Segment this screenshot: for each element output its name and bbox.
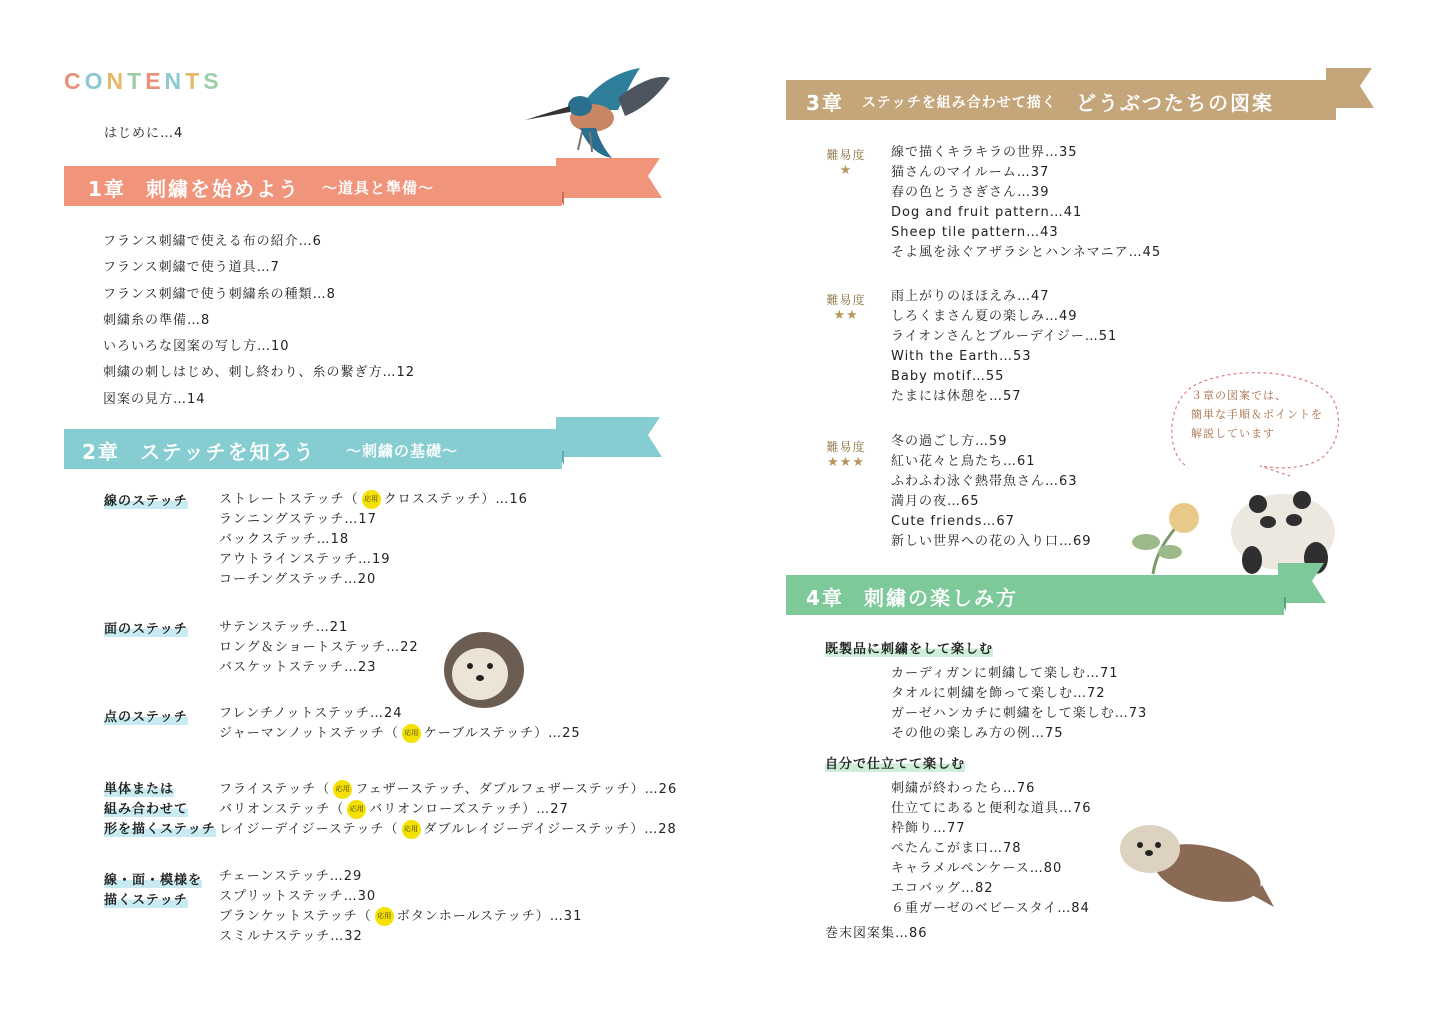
section-label: 自分で仕立てて楽しむ bbox=[825, 757, 966, 772]
item-text: フライステッチ（ bbox=[219, 782, 331, 797]
note-line: 簡単な手順＆ポイントを bbox=[1191, 408, 1323, 421]
list-item: ランニングステッチ…17 bbox=[219, 512, 377, 527]
list-item: フランス刺繍で使える布の紹介…6 bbox=[103, 234, 322, 249]
list-item: しろくまさん夏の楽しみ…49 bbox=[891, 309, 1078, 324]
list-item: コーチングステッチ…20 bbox=[219, 572, 377, 587]
list-item: 雨上がりのほほえみ…47 bbox=[891, 289, 1050, 304]
section-label: 既製品に刺繍をして楽しむ bbox=[825, 642, 994, 657]
contents-letter: C bbox=[64, 68, 85, 94]
list-item: Sheep tile pattern…43 bbox=[891, 225, 1059, 240]
banner-bar-1 bbox=[64, 166, 562, 206]
list-item: 満月の夜…65 bbox=[891, 494, 980, 509]
list-item: フランス刺繍で使う道具…7 bbox=[103, 260, 280, 276]
difficulty-stars: ★★★ bbox=[827, 455, 865, 470]
item-text: ブランケットステッチ（ bbox=[219, 909, 372, 924]
banner-bar-4 bbox=[786, 575, 1284, 615]
list-item: 猫さんのマイルーム…37 bbox=[891, 165, 1050, 180]
item-text: ジャーマンノットステッチ（ bbox=[219, 726, 399, 741]
chapter-1-banner bbox=[64, 166, 604, 206]
category-label: 単体または bbox=[104, 782, 175, 797]
list-item bbox=[219, 724, 581, 744]
category-label: 組み合わせて bbox=[104, 802, 189, 817]
toc-appendix: 巻末図案集…86 bbox=[825, 926, 928, 941]
chapter-3-list-2 bbox=[891, 287, 1117, 407]
kingfisher-illustration bbox=[520, 58, 680, 163]
list-item: 刺繍の刺しはじめ、刺し終わり、糸の繋ぎ方…12 bbox=[103, 365, 416, 381]
item-text: フェザーステッチ、ダブルフェザーステッチ）…26 bbox=[355, 782, 678, 797]
list-item: スプリットステッチ…30 bbox=[219, 889, 377, 904]
list-item: 図案の見方…14 bbox=[103, 391, 206, 407]
chapter-1-subtitle: 〜道具と準備〜 bbox=[322, 179, 435, 197]
list-item: 冬の過ごし方…59 bbox=[891, 434, 1008, 449]
list-item: 仕立てにあると便利な道具…76 bbox=[891, 801, 1092, 816]
category-label: 線のステッチ bbox=[104, 494, 188, 509]
stitch-list-pattern bbox=[219, 867, 582, 947]
list-item: ガーゼハンカチに刺繍をして楽しむ…73 bbox=[891, 706, 1148, 721]
list-item: バックステッチ…18 bbox=[219, 532, 350, 547]
contents-letter: O bbox=[84, 68, 107, 94]
list-item bbox=[219, 800, 677, 820]
list-item: 春の色とうさぎさん…39 bbox=[891, 185, 1050, 200]
banner-flag-2 bbox=[556, 417, 666, 469]
list-item bbox=[219, 490, 528, 510]
chapter-3-title: どうぶつたちの図案 bbox=[1076, 91, 1274, 115]
category-dot-stitch bbox=[104, 708, 188, 728]
list-item: そよ風を泳ぐアザラシとハンネマニア…45 bbox=[891, 245, 1162, 260]
item-text: レイジーデイジーステッチ（ bbox=[219, 822, 399, 837]
advanced-badge: 応用 bbox=[402, 820, 421, 839]
list-item: アウトラインステッチ…19 bbox=[219, 552, 391, 567]
advanced-badge: 応用 bbox=[362, 490, 381, 509]
section-ready-made bbox=[825, 640, 993, 660]
banner-flag-4 bbox=[1278, 563, 1328, 619]
category-pattern-stitch bbox=[104, 871, 202, 911]
contents-title bbox=[64, 68, 223, 95]
list-item: たまには休憩を…57 bbox=[891, 389, 1022, 404]
item-text: ボタンホールステッチ）…31 bbox=[396, 909, 583, 924]
item-text: ケーブルステッチ）…25 bbox=[423, 726, 581, 741]
contents-letter: T bbox=[127, 68, 146, 94]
list-item bbox=[219, 907, 582, 927]
chapter-4-banner bbox=[786, 575, 1326, 615]
list-item: 刺繍が終わったら…76 bbox=[891, 781, 1036, 796]
list-item: Dog and fruit pattern…41 bbox=[891, 205, 1083, 220]
contents-letter: T bbox=[185, 68, 204, 94]
difficulty-stars: ★ bbox=[839, 163, 853, 178]
hedgehog-illustration bbox=[436, 622, 528, 712]
list-item: チェーンステッチ…29 bbox=[219, 869, 363, 884]
item-text: バリオンローズステッチ）…27 bbox=[369, 802, 569, 817]
advanced-badge: 応用 bbox=[347, 800, 366, 819]
list-item: タオルに刺繍を飾って楽しむ…72 bbox=[891, 686, 1106, 701]
category-surface-stitch bbox=[104, 620, 188, 640]
list-item: ６重ガーゼのベビースタイ…84 bbox=[891, 901, 1090, 916]
chapter-2-banner bbox=[64, 429, 604, 469]
category-label: 面のステッチ bbox=[104, 622, 188, 637]
list-item bbox=[219, 820, 677, 840]
difficulty-3 bbox=[822, 438, 870, 470]
chapter-4-list-2 bbox=[891, 779, 1092, 919]
list-item: Cute friends…67 bbox=[891, 514, 1015, 529]
item-text: ダブルレイジーデイジーステッチ）…28 bbox=[423, 822, 677, 837]
list-item: 新しい世界への花の入り口…69 bbox=[891, 534, 1092, 549]
advanced-badge: 応用 bbox=[375, 907, 394, 926]
list-item: Baby motif…55 bbox=[891, 369, 1005, 384]
list-item: 刺繍糸の準備…8 bbox=[103, 312, 211, 328]
list-item: エコバッグ…82 bbox=[891, 881, 994, 896]
difficulty-label: 難易度 bbox=[826, 293, 866, 307]
chapter-3-number: 3章 bbox=[806, 91, 844, 115]
list-item: ロング＆ショートステッチ…22 bbox=[219, 640, 419, 655]
category-label: 線・面・模様を bbox=[104, 873, 203, 888]
list-item: With the Earth…53 bbox=[891, 349, 1032, 364]
item-text: ストレートステッチ（ bbox=[219, 492, 359, 507]
list-item: ライオンさんとブルーデイジー…51 bbox=[891, 329, 1118, 344]
chapter-3-title-small: ステッチを組み合わせて描く bbox=[862, 95, 1057, 111]
list-item: 紅い花々と鳥たち…61 bbox=[891, 454, 1036, 469]
list-item bbox=[219, 780, 677, 800]
chapter-2-title: ステッチを知ろう bbox=[140, 440, 316, 464]
otter-illustration bbox=[1112, 815, 1277, 915]
list-item: フレンチノットステッチ…24 bbox=[219, 706, 403, 721]
chapter-1-number: 1章 bbox=[88, 177, 126, 201]
note-text bbox=[1191, 386, 1323, 443]
list-item: バスケットステッチ…23 bbox=[219, 660, 377, 675]
contents-letter: N bbox=[164, 68, 186, 94]
difficulty-label: 難易度 bbox=[826, 440, 866, 454]
list-item: フランス刺繍で使う刺繍糸の種類…8 bbox=[103, 286, 336, 302]
banner-flag-1 bbox=[556, 158, 666, 210]
chapter-3-banner bbox=[786, 80, 1376, 120]
list-item: 枠飾り…77 bbox=[891, 821, 966, 836]
contents-letter: S bbox=[203, 68, 223, 94]
advanced-badge: 応用 bbox=[333, 780, 352, 799]
category-label: 形を描くステッチ bbox=[104, 822, 216, 837]
chapter-4-title: 刺繍の楽しみ方 bbox=[864, 586, 1018, 610]
advanced-badge: 応用 bbox=[402, 724, 421, 743]
chapter-2-number: 2章 bbox=[82, 440, 120, 464]
list-item: ぺたんこがま口…78 bbox=[891, 841, 1022, 856]
chapter-4-list-1 bbox=[891, 664, 1147, 744]
item-text: クロスステッチ）…16 bbox=[383, 492, 528, 507]
difficulty-1 bbox=[822, 146, 870, 178]
list-item: いろいろな図案の写し方…10 bbox=[103, 339, 290, 355]
list-item: サテンステッチ…21 bbox=[219, 620, 349, 635]
list-item: カーディガンに刺繍して楽しむ…71 bbox=[891, 666, 1119, 681]
list-item: その他の楽しみ方の例…75 bbox=[891, 726, 1064, 741]
stitch-list-line bbox=[219, 490, 528, 590]
difficulty-stars: ★★ bbox=[833, 308, 859, 323]
chapter-3-list-3 bbox=[891, 432, 1092, 552]
category-line-stitch bbox=[104, 492, 188, 512]
chapter-3-list-1 bbox=[891, 143, 1161, 263]
section-handmade bbox=[825, 755, 965, 775]
chapter-2-subtitle: 〜刺繍の基礎〜 bbox=[346, 442, 459, 460]
stitch-list-shape bbox=[219, 780, 677, 840]
list-item: スミルナステッチ…32 bbox=[219, 929, 363, 944]
contents-letter: E bbox=[145, 68, 165, 94]
toc-intro: はじめに…4 bbox=[104, 126, 184, 141]
list-item: ふわふわ泳ぐ熱帯魚さん…63 bbox=[891, 474, 1078, 489]
chapter-1-title: 刺繍を始めよう bbox=[146, 177, 300, 201]
note-line: 解説しています bbox=[1191, 427, 1275, 440]
category-shape-stitch bbox=[104, 780, 216, 840]
note-line: ３章の図案では、 bbox=[1191, 389, 1287, 402]
list-item: キャラメルペンケース…80 bbox=[891, 861, 1063, 876]
contents-letter: N bbox=[106, 68, 128, 94]
difficulty-2 bbox=[822, 291, 870, 323]
stitch-list-dot bbox=[219, 704, 581, 744]
category-label: 点のステッチ bbox=[104, 710, 188, 725]
chapter-4-number: 4章 bbox=[806, 586, 844, 610]
item-text: バリオンステッチ（ bbox=[219, 802, 345, 817]
stitch-list-surface bbox=[219, 618, 419, 678]
chapter-1-list bbox=[103, 229, 415, 413]
category-label: 描くステッチ bbox=[104, 893, 188, 908]
difficulty-label: 難易度 bbox=[826, 148, 866, 162]
list-item: 線で描くキラキラの世界…35 bbox=[891, 145, 1078, 160]
